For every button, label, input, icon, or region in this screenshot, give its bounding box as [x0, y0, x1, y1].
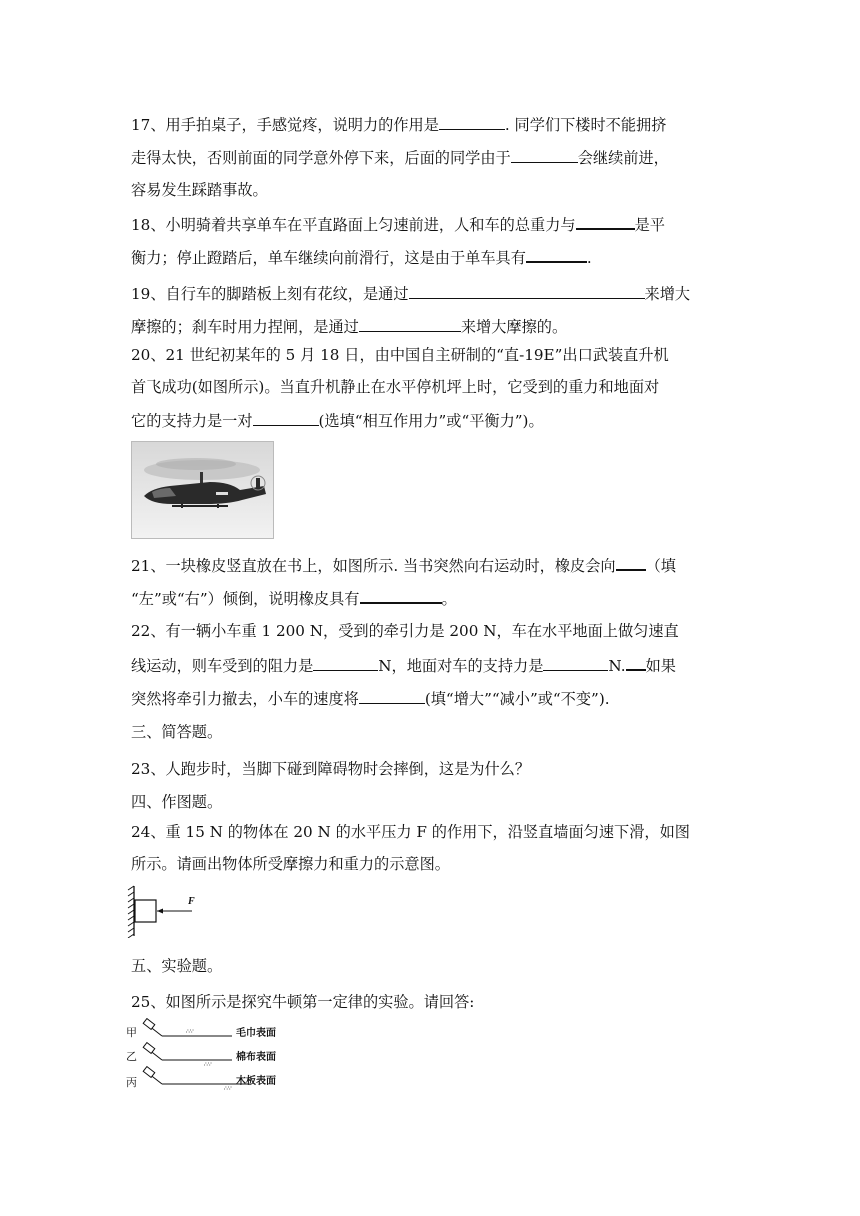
row-tag-bing: 丙 — [126, 1076, 137, 1089]
q20-line-3: 它的支持力是一对 (选填“相互作用力”或“平衡力”)。 — [131, 412, 544, 430]
q20-line-1: 20、21 世纪初某年的 5 月 18 日，由中国自主研制的“直-19E”出口武装直升机 — [131, 346, 669, 364]
q24-line-1: 24、重 15 N 的物体在 20 N 的水平压力 F 的作用下，沿竖直墙面匀速下滑，如图 — [131, 823, 690, 841]
helicopter-photo — [131, 441, 274, 539]
q25-line-1: 25、如图所示是探究牛顿第一定律的实验。请回答: — [131, 993, 475, 1011]
q17-line-2: 走得太快，否则前面的同学意外停下来，后面的同学由于 会继续前进， — [131, 149, 669, 167]
svg-text:∴∵: ∴∵ — [204, 1061, 212, 1068]
answer-blank[interactable] — [543, 655, 608, 671]
q22-line-3: 突然将牵引力撤去，小车的速度将 (填“增大”“减小”或“不变”). — [131, 690, 610, 708]
svg-text:∴∵: ∴∵ — [224, 1085, 232, 1092]
q23-line-1: 23、人跑步时，当脚下碰到障碍物时会摔倒，这是为什么？ — [131, 760, 531, 778]
surface-label-towel: 毛巾表面 — [236, 1028, 276, 1039]
q19-line-2: 摩擦的；刹车时用力捏闸，是通过 来增大摩擦的。 — [131, 318, 568, 336]
answer-blank[interactable] — [616, 554, 646, 571]
q18-line-1: 18、小明骑着共享单车在平直路面上匀速前进，人和车的总重力与 是平 — [131, 213, 665, 235]
row-tag-yi: 乙 — [126, 1050, 137, 1063]
q22-line-2: 线运动，则车受到的阻力是 N，地面对车的支持力是 N. 如果 — [131, 654, 676, 676]
answer-blank[interactable] — [360, 587, 442, 604]
q19-line-1: 19、自行车的脚踏板上刻有花纹，是通过 来增大 — [131, 285, 691, 303]
ramp-row-3 — [143, 1067, 248, 1092]
ramp-row-1 — [143, 1019, 232, 1036]
answer-blank[interactable] — [439, 114, 505, 130]
answer-blank[interactable] — [626, 654, 646, 671]
q17-line-3: 容易发生踩踏事故。 — [131, 181, 268, 199]
svg-text:∴∵: ∴∵ — [186, 1028, 194, 1035]
q21-line-2: “左”或“右”）倾倒，说明橡皮具有 。 — [131, 587, 457, 609]
wall-block-figure — [126, 884, 216, 938]
force-label-f: F — [188, 896, 195, 907]
answer-blank[interactable] — [313, 655, 378, 671]
q21-line-1: 21、一块橡皮竖直放在书上，如图所示. 当书突然向右运动时，橡皮会向 （填 — [131, 554, 676, 576]
q24-line-2: 所示。请画出物体所受摩擦力和重力的示意图。 — [131, 855, 450, 873]
ramp-experiment-figure — [126, 1018, 296, 1104]
answer-blank[interactable] — [359, 316, 461, 332]
surface-label-cotton: 棉布表面 — [236, 1052, 276, 1063]
answer-blank[interactable] — [526, 246, 587, 263]
section-heading-4: 四、作图题。 — [131, 793, 223, 811]
answer-blank[interactable] — [359, 688, 425, 704]
ramp-row-2 — [143, 1043, 232, 1068]
section-heading-3: 三、简答题。 — [131, 723, 223, 741]
surface-label-wood: 木板表面 — [236, 1076, 276, 1087]
q17-line-1: 17、用手拍桌子，手感觉疼，说明力的作用是 . 同学们下楼时不能拥挤 — [131, 116, 667, 134]
row-tag-jia: 甲 — [126, 1026, 137, 1039]
answer-blank[interactable] — [253, 410, 319, 426]
answer-blank[interactable] — [409, 283, 645, 299]
section-heading-5: 五、实验题。 — [131, 957, 223, 975]
answer-blank[interactable] — [511, 147, 578, 163]
answer-blank[interactable] — [576, 213, 635, 230]
q20-line-2: 首飞成功(如图所示)。当直升机静止在水平停机坪上时，它受到的重力和地面对 — [131, 378, 660, 396]
q22-line-1: 22、有一辆小车重 1 200 N，受到的牵引力是 200 N，车在水平地面上做匀速直 — [131, 622, 679, 640]
q18-line-2: 衡力；停止蹬踏后，单车继续向前滑行，这是由于单车具有 . — [131, 246, 592, 268]
